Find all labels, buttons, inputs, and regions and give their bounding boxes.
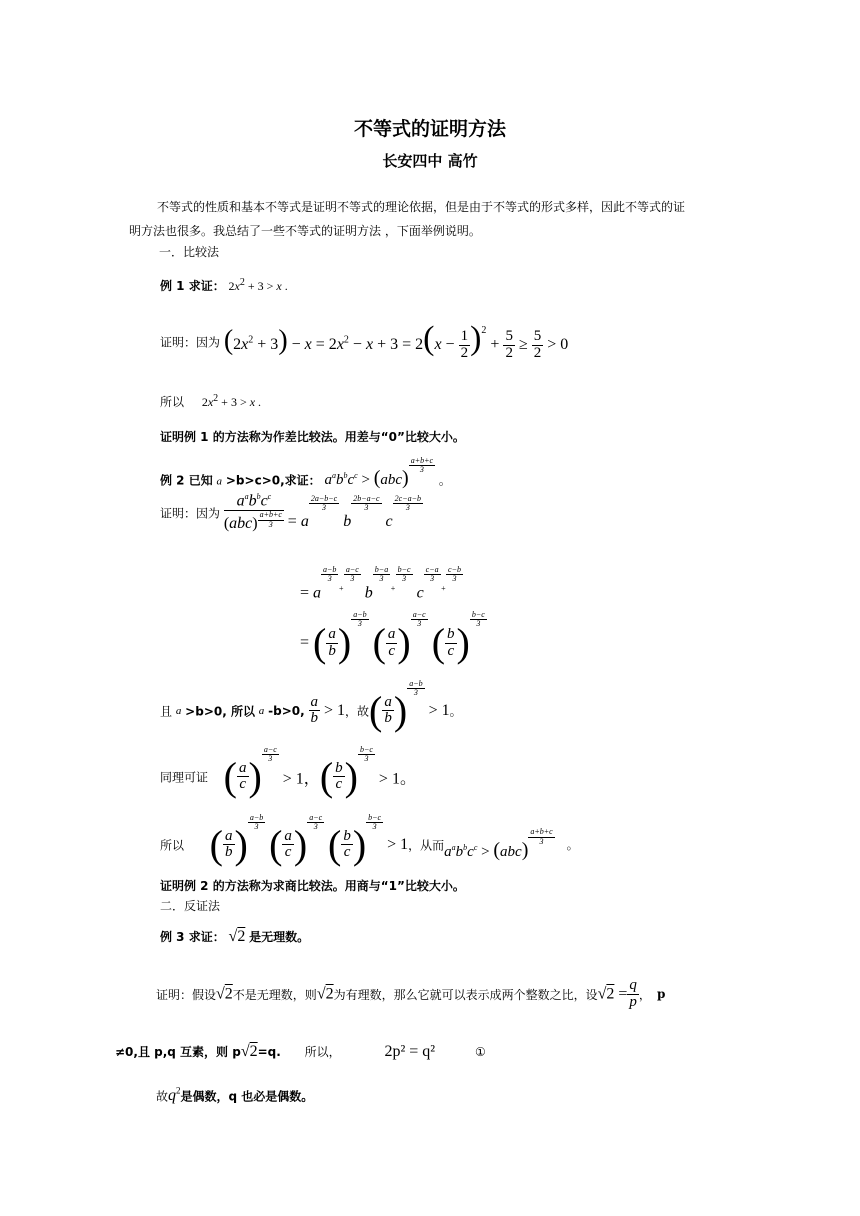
example-3-statement: 例 3 求证： √2 是无理数。	[160, 928, 310, 945]
example-2-proof-line-3: = ( $\frac{a}{b}$ ) $^{\frac{a-b}{3}}$ ( $\frac{a}{c}$ ) $^{\frac{a-c}{3}}$ ( $\frac{b}{c}$ ) $^{\frac{b-c}{3}}$	[300, 610, 485, 666]
hence-label-2: 故	[156, 1089, 169, 1104]
rational-text: 为有理数，那么它就可以表示成两个整数之比，设	[333, 987, 598, 1002]
assume-text: 不是无理数，则	[232, 987, 317, 1002]
comma: ，	[638, 987, 651, 1002]
intro-line-1: 不等式的性质和基本不等式是证明不等式的理论依据，但是由于不等式的形式多样，因此不等式的证	[157, 200, 686, 214]
example-3-proof-line-3: 故$q^2$是偶数，q 也必是偶数。	[156, 1086, 314, 1105]
example-3-proof-line-1: 证明：假设√2不是无理数，则√2为有理数，那么它就可以表示成两个整数之比，设√2 = $\frac{q}{p}$ ， p	[156, 977, 666, 1010]
example-1-conclusion: 所以 $2x^2 + 3 > x$ .	[160, 393, 262, 409]
example-2-proof-line-2: = a $^{\frac{a-b}{3} + \frac{a-c}{3}}$ b $^{\frac{b-a}{3} + \frac{b-c}{3}}$ c $^{\frac{c-a}{3} + \frac{c-b}{3}}$	[300, 565, 461, 602]
section-heading-contradiction: 二．反证法	[160, 899, 221, 913]
section-heading-comparison: 一．比较法	[159, 245, 220, 259]
example-3-label: 例 3 求证：	[160, 930, 225, 944]
coprime-text: ≠0,且 p,q 互素，则 p	[115, 1045, 241, 1059]
example-2-note: 证明例 2 的方法称为求商比较法。用商与“1”比较大小。	[160, 879, 465, 893]
var-p: p	[656, 987, 666, 1002]
therefore-label: ，故	[345, 704, 370, 719]
page-title: 不等式的证明方法	[353, 118, 506, 140]
intro-line-2: 明方法也很多。我总结了一些不等式的证明方法 ，下面举例说明。	[129, 224, 481, 238]
example-2-proof-line-1: 证明：因为 $a^ab^bc^c$ (abc) $^{\frac{a+b+c}{3}}$ = a $^{\frac{2a-b-c}{3}}$ b $^{\frac{2b-a-c}{3}}$ c $^{\frac{2c-a-b}{3}}$	[160, 492, 422, 533]
example-2-condition: >b>c>0,求证：	[225, 473, 321, 488]
equation-1: 2p² = q²	[384, 1043, 436, 1060]
assume-label: 证明：假设	[156, 987, 217, 1002]
author-line: 长安四中 高竹	[382, 152, 478, 170]
example-2-line-6: 所以 ( $\frac{a}{b}$ ) $^{\frac{a-b}{3}}$ ( $\frac{a}{c}$ ) $^{\frac{a-c}{3}}$ ( $\frac{b}{c}$ ) $^{\frac{b-c}{3}}$ > 1，从而$a^ab^bc^c > (abc)$ $^{\frac{a+b+c}{3}}$ 。	[160, 813, 579, 867]
example-3-proof-line-2: ≠0,且 p,q 互素，则 p√2=q. 所以， 2p² = q² ①	[115, 1043, 486, 1060]
equation-number: ①	[474, 1045, 486, 1059]
var-a: a	[216, 475, 223, 488]
eq-q: =q.	[257, 1045, 281, 1059]
example-2-label: 例 2 已知	[160, 473, 213, 488]
stmt-end: 。	[438, 473, 451, 488]
period: 。	[449, 704, 462, 719]
conclusion-label: 所以	[160, 395, 185, 409]
so-label: 所以	[160, 838, 185, 853]
example-2-line-4: 且 a >b>0, 所以 a -b>0, $\frac{a}{b}$ > 1，故( $\frac{a}{b}$ ) $^{\frac{a-b}{3}}$ > 1。	[160, 679, 462, 733]
similarly-label: 同理可证	[160, 770, 209, 785]
proof-label: 证明：因为	[160, 335, 221, 350]
hence-label: ，从而	[408, 838, 445, 853]
example-1-proof: 证明：因为 $(2x^2 + 3) - x = 2x^2 - x + 3 = 2(x$ − $\frac{1}{2}$ )$^2$ + $\frac{5}{2}$ ≥ $\frac{5}{2}$ > 0	[160, 320, 569, 361]
example-1-note: 证明例 1 的方法称为作差比较法。用差与“0”比较大小。	[160, 430, 465, 444]
so-label-2: 所以，	[304, 1045, 341, 1059]
proof-label-2: 证明：因为	[160, 506, 221, 521]
example-1-statement: 例 1 求证： $2x^2 + 3 > x$ .	[160, 277, 288, 293]
example-2-line-5: 同理可证 ( $\frac{a}{c}$ ) $^{\frac{a-c}{3}}$ > 1，( $\frac{b}{c}$ ) $^{\frac{b-c}{3}}$ > 1。	[160, 745, 416, 799]
cond-text: >b>0, 所以	[185, 704, 255, 719]
example-3-tail: 是无理数。	[249, 930, 310, 944]
even-text: 是偶数，q 也必是偶数。	[180, 1089, 314, 1104]
example-2-statement: 例 2 已知 a >b>c>0,求证： $a^ab^bc^c > (abc)$ $^{\frac{a+b+c}{3}}$ 。	[160, 456, 451, 490]
cond-text-2: -b>0,	[268, 703, 305, 718]
and-label: 且	[160, 704, 173, 719]
example-1-label: 例 1 求证：	[160, 279, 225, 293]
period-2: 。	[566, 838, 579, 853]
